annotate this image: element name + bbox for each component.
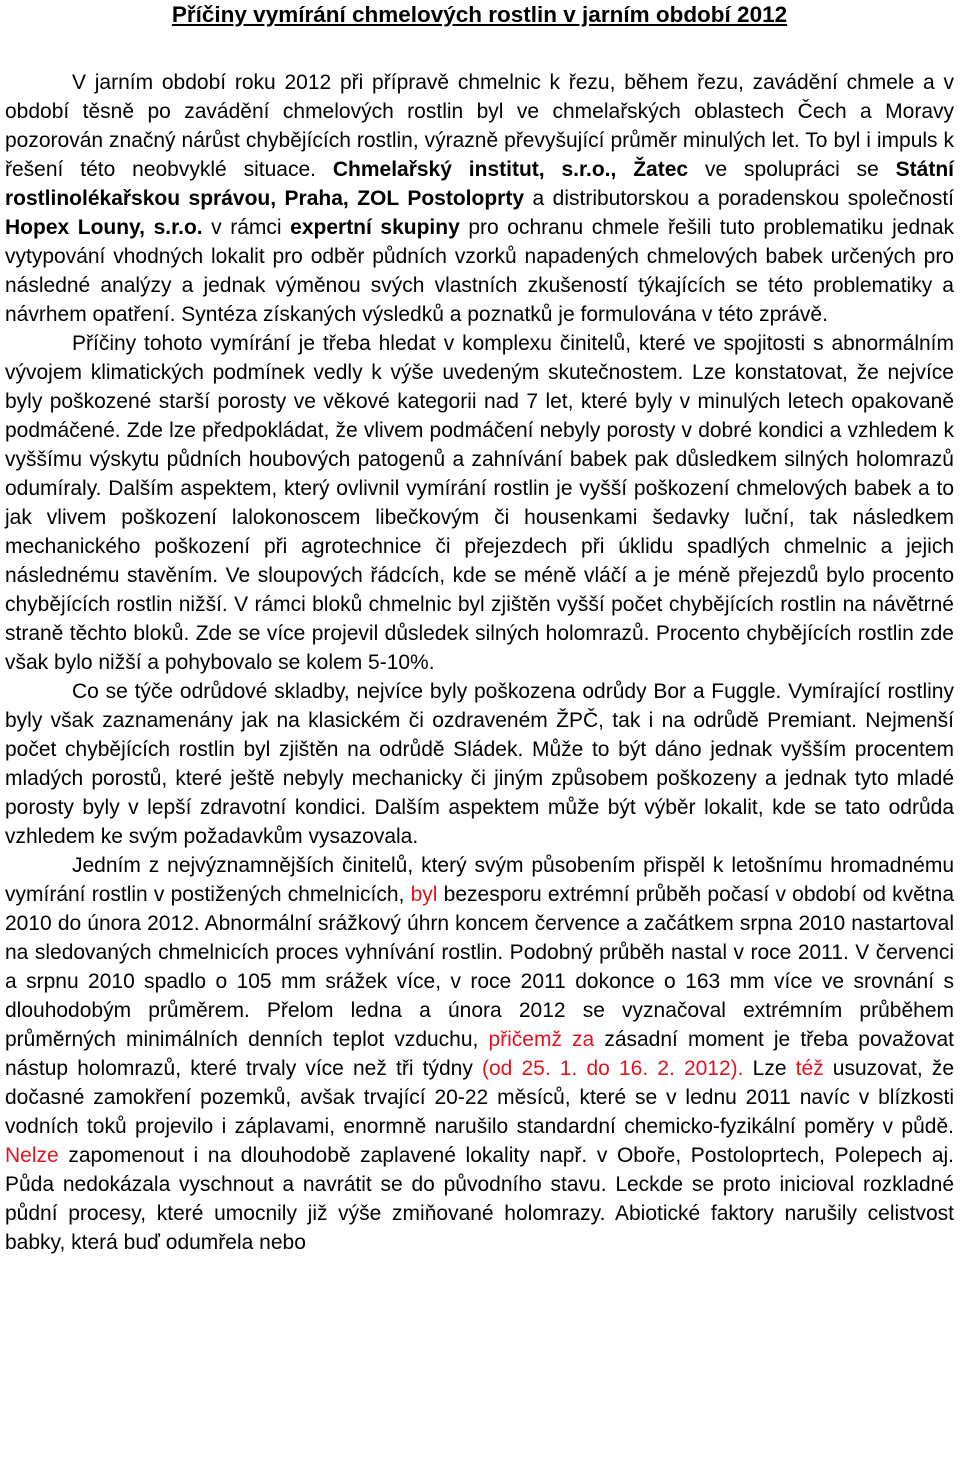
p4-red-3: (od 25. 1. do 16. 2. 2012). xyxy=(481,1057,744,1080)
p1-bold-srs: Státní rostlinolékařskou správou, Praha, xyxy=(5,158,955,210)
p1-text-5: v rámci xyxy=(202,216,291,239)
p4-text-2: bezesporu extrémní průběh počasí v období od května 2010 do února 2012. Abnormální srážkový úhrn koncem července a začátkem srpna 2010 nastartoval na sledovaných chmelnicích proces vyhnívání rostlin. Podobný průběh nastal v roce 2011. V červenci a srpnu 2010 spadlo o 105 mm srážek více, v roce 2011 dokonce o 163 mm více ve srovnání s dlouhodobým průměrem. Přelom ledna a února 2012 se vyznačoval extrémním průběhem průměrných minimálních denních teplot vzduchu, xyxy=(5,883,954,1051)
p1-bold-expert-group: expertní skupiny xyxy=(290,216,460,239)
p1-bold-institute: Chmelařský institut, s.r.o., Žatec xyxy=(332,158,689,181)
p1-text-2: ve spolupráci se xyxy=(688,158,896,181)
p4-text-4: Lze xyxy=(743,1057,796,1080)
p4-red-2: přičemž za xyxy=(488,1028,595,1051)
p1-bold-zol: ZOL Postoloprty xyxy=(357,187,524,210)
p1-text-4: a distributorskou a poradenskou společností xyxy=(524,187,954,210)
paragraph-3: Co se týče odrůdové skladby, nejvíce byly poškozena odrůdy Bor a Fuggle. Vymírající rostliny byly však zaznamenány jak na klasickém či ozdraveném ŽPČ, tak i na odrůdě Premiant. Nejmenší počet chybějících rostlin byl zjištěn na odrůdě Sládek. Může to být dáno jednak vyšším procentem mladých porostů, které ještě nebyly mechanicky či jiným způsobem poškozeny a jednak tyto mladé porosty byly v lepší zdravotní kondici. Dalším aspektem může být výběr lokalit, kde se tato odrůda vzhledem ke svým požadavkům vysazovala. xyxy=(5,680,954,848)
p4-text-5: usuzovat, že dočasné zamokření pozemků, avšak trvající 20-22 měsíců, které se v lednu 2011 navíc v blízkosti vodních toků projevilo i záplavami, enormně narušilo standardní chemicko-fyzikální poměry v půdě. xyxy=(5,1057,955,1138)
p4-red-4: též xyxy=(795,1057,824,1080)
paragraph-2: Příčiny tohoto vymírání je třeba hledat v komplexu činitelů, které ve spojitosti s abnormálním vývojem klimatických podmínek vedly k výše uvedeným skutečnostem. Lze konstatovat, že nejvíce byly poškozené starší porosty ve věkové kategorii nad 7 let, které byly v minulých letech opakovaně podmáčené. Zde lze předpokládat, že vlivem podmáčení nebyly porosty v dobré kondici a vzhledem k vyššímu výskytu půdních houbových patogenů a zahnívání babek pak důsledkem silných holomrazů odumíraly. Dalším aspektem, který ovlivnil vymírání rostlin je vyšší poškození chmelových babek a to jak vlivem poškození lalokonoscem libečkovým či housenkami šedavky luční, tak následkem mechanického poškození při agrotechnice či přejezdech při úklidu spadlých chmelnic a jejich následnému stavěním. Ve sloupových řádcích, kde se méně vláčí a je méně přejezdů bylo procento chybějících rostlin nižší. V rámci bloků chmelnic byl zjištěn vyšší počet chybějících rostlin na návětrné straně těchto bloků. Zde se více projevil důsledek silných holomrazů. Procento chybějících rostlin zde však bylo nižší a pohybovalo se kolem 5-10%. xyxy=(5,332,954,674)
p4-text-1: Jedním z nejvýznamnějších činitelů, který svým působením přispěl k letošnímu hromadnému vymírání rostlin v postižených chmelnicích, xyxy=(5,854,954,906)
p4-red-5: Nelze xyxy=(5,1144,59,1167)
paragraph-1 xyxy=(5,68,954,329)
p1-text-6: pro ochranu chmele řešili tuto problematiku jednak vytypování vhodných lokalit pro odběr půdních vzorků napadených chmelových babek určených pro následné analýzy a jednak výměnou svých vlastních zkušeností týkajících se této problematiky a návrhem opatření. Syntéza získaných výsledků a poznatků je formulována v této zprávě. xyxy=(5,216,954,326)
p4-red-1: byl xyxy=(410,883,438,906)
document-body xyxy=(5,30,954,1257)
document-title: Příčiny vymírání chmelových rostlin v jarním období 2012 xyxy=(171,2,788,27)
p4-text-3: zásadní moment je třeba považovat nástup holomrazů, které trvaly více než tři týdny xyxy=(5,1028,954,1080)
p4-text-6: zapomenout i na dlouhodobě zaplavené lokality např. v Oboře, Postoloprtech, Polepech aj. Půda nedokázala vyschnout a navrátit se do původního stavu. Leckde se proto inicioval rozkladné půdní procesy, které umocnily již výše zmiňované holomrazy. Abiotické faktory narušily celistvost babky, která buď odumřela nebo xyxy=(5,1144,954,1254)
paragraph-4 xyxy=(5,851,954,1257)
p1-text-3 xyxy=(349,187,357,210)
p1-text-1: V jarním období roku 2012 při přípravě chmelnic k řezu, během řezu, zavádění chmele a v období těsně po zavádění chmelových rostlin byl ve chmelařských oblastech Čech a Moravy pozorován značný nárůst chybějících rostlin, výrazně převyšující průměr minulých let. To byl i impuls k řešení této neobvyklé situace. xyxy=(5,71,954,181)
p1-bold-hopex: Hopex Louny, s.r.o. xyxy=(5,216,203,239)
